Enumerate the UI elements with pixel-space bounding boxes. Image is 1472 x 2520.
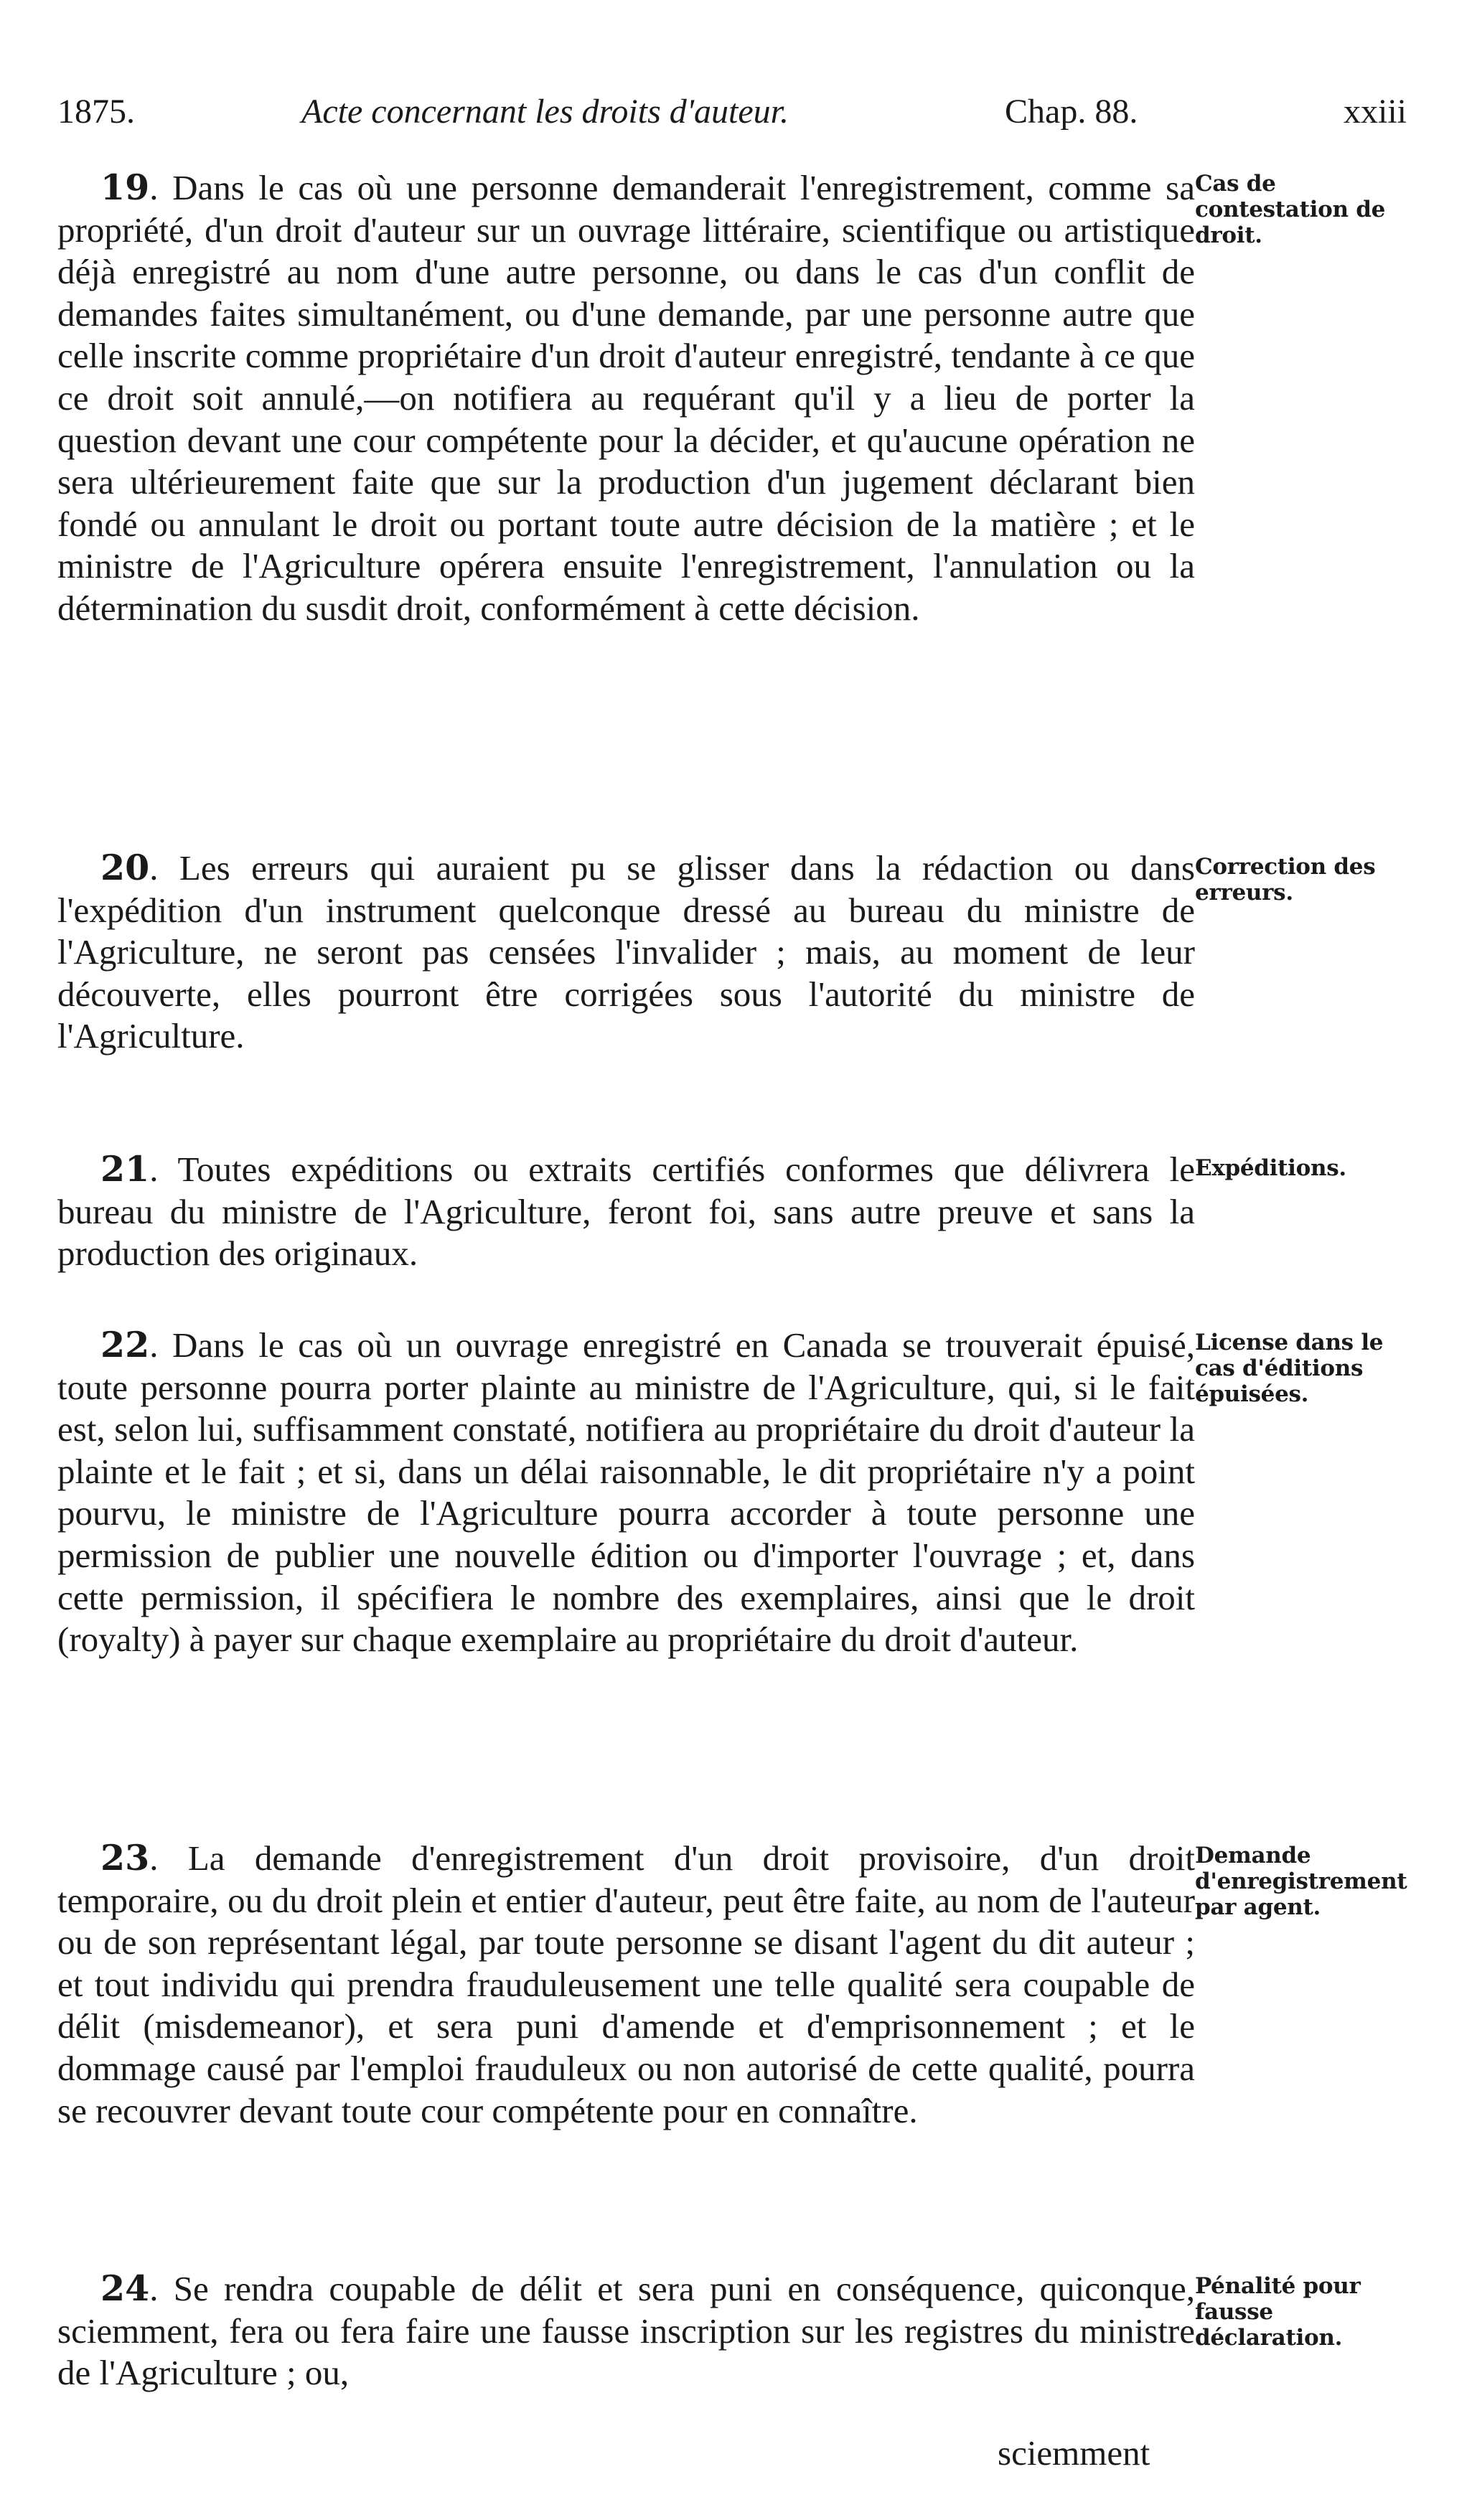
section-text: Dans le cas où une personne demanderait l'enregistrement, comme sa propriété, d'un droit d'auteur sur un ouvrage littéraire, scientifique ou artistique déjà enregistré au nom d'une autre personne, ou dans le cas d'un conflit de demandes faites simultanément, ou d'une demande, par une personne autre que celle inscrite comme propriétaire d'un droit d'auteur enregistré, tendante à ce que ce droit soit annulé,—on notifiera au requérant qu'il y a lieu de porter la question devant une cour compétente pour la décider, et qu'aucune opération ne sera ultérieurement faite que sur la production d'un jugement déclarant bien fondé ou annulant le droit ou portant toute autre décision de la matière ; et le ministre de l'Agriculture opérera ensuite l'enregistrement, l'annulation ou la détermination du susdit droit, conformément à cette décision. [57, 168, 1195, 628]
section-body: 23. La demande d'enregistrement d'un droit provisoire, d'un droit temporaire, ou du droit plein et entier d'auteur, peut être faite, au nom de l'auteur ou de son représentant légal, par toute personne se disant l'agent du dit auteur ; et tout individu qui prendra frauduleusement une telle qualité sera coupable de délit (misdemeanor), et sera puni d'amende et d'emprisonnement ; et le dommage causé par l'emploi frauduleux ou non autorisé de cette qualité, pourra se recouvrer devant toute cour compétente pour en connaître. [57, 1837, 1195, 2130]
section-number: 24 [100, 2267, 150, 2309]
header-year: 1875. [57, 93, 135, 131]
section-body: 19. Dans le cas où une personne demanderait l'enregistrement, comme sa propriété, d'un droit d'auteur sur un ouvrage littéraire, scientifique ou artistique déjà enregistré au nom d'une autre personne, ou dans le cas d'un conflit de demandes faites simultanément, ou d'une demande, par une personne autre que celle inscrite comme propriétaire d'un droit d'auteur enregistré, tendante à ce que ce droit soit annulé,—on notifiera au requérant qu'il y a lieu de porter la question devant une cour compétente pour la décider, et qu'aucune opération ne sera ultérieurement faite que sur la production d'un jugement déclarant bien fondé ou annulant le droit ou portant toute autre décision de la matière ; et le ministre de l'Agriculture opérera ensuite l'enregistrement, l'annulation ou la détermination du susdit droit, conformément à cette décision. [57, 166, 1195, 628]
margin-note: Cas de contestation de droit. [1195, 171, 1385, 248]
section-text: Dans le cas où un ouvrage enregistré en Canada se trouverait épuisé, toute personne pourra porter plainte au ministre de l'Agriculture, qui, si le fait est, selon lui, suffisamment constaté, notifiera au propriétaire du droit d'auteur la plainte et le fait ; et si, dans un délai raisonnable, le dit propriétaire n'y a point pourvu, le ministre de l'Agriculture pourra accorder à toute personne une permission de publier une nouvelle édition ou d'importer l'ouvrage ; et, dans cette permission, il spécifiera le nombre des exemplaires, ainsi que le droit (royalty) à payer sur chaque exemplaire au propriétaire du droit d'auteur. [57, 1325, 1195, 1660]
margin-note: Correction des erreurs. [1195, 854, 1376, 906]
section-number: 22 [100, 1324, 150, 1365]
section-number: 23 [100, 1837, 150, 1879]
section-number: 21 [100, 1148, 150, 1190]
section-text: Toutes expéditions ou extraits certifiés conformes que délivrera le bureau du ministre de l'Agriculture, feront foi, sans autre preuve et sans la production des originaux. [57, 1149, 1195, 1274]
header-chapter: Chap. 88. [1005, 93, 1138, 131]
margin-note: Pénalité pour fausse déclaration. [1195, 2273, 1361, 2351]
section-20 [57, 847, 1376, 1058]
section-body: 22. Dans le cas où un ouvrage enregistré en Canada se trouverait épuisé, toute personne pourra porter plainte au ministre de l'Agriculture, qui, si le fait est, selon lui, suffisamment constaté, notifiera au propriétaire du droit d'auteur la plainte et le fait ; et si, dans un délai raisonnable, le dit propriétaire n'y a point pourvu, le ministre de l'Agriculture pourra accorder à toute personne une permission de publier une nouvelle édition ou d'importer l'ouvrage ; et, dans cette permission, il spécifiera le nombre des exemplaires, ainsi que le droit (royalty) à payer sur chaque exemplaire au propriétaire du droit d'auteur. [57, 1324, 1195, 1660]
catchword: sciemment [998, 2433, 1150, 2473]
section-text: Se rendra coupable de délit et sera puni en conséquence, quiconque, sciemment, fera ou fera faire une fausse inscription sur les registres du ministre de l'Agriculture ; ou, [57, 2269, 1195, 2393]
section-22 [57, 1324, 1384, 1661]
section-body: 20. Les erreurs qui auraient pu se glisser dans la rédaction ou dans l'expédition d'un instrument quelconque dressé au bureau du ministre de l'Agriculture, ne seront pas censées l'invalider ; mais, au moment de leur découverte, elles pourront être corrigées sous l'autorité du ministre de l'Agriculture. [57, 847, 1195, 1056]
section-23 [57, 1837, 1407, 2132]
section-24 [57, 2267, 1361, 2394]
section-19 [57, 166, 1385, 630]
header-page-number: xxiii [1343, 93, 1407, 131]
margin-note: License dans le cas d'éditions épuisées. [1195, 1330, 1384, 1407]
margin-note: Demande d'enregistrement par agent. [1195, 1843, 1407, 1920]
section-body: 24. Se rendra coupable de délit et sera puni en conséquence, quiconque, sciemment, fera ou fera faire une fausse inscription sur les registres du ministre de l'Agriculture ; ou, [57, 2267, 1195, 2393]
running-header [57, 92, 1407, 142]
section-number: 19 [100, 166, 150, 208]
section-text: La demande d'enregistrement d'un droit provisoire, d'un droit temporaire, ou du droit plein et entier d'auteur, peut être faite, au nom de l'auteur ou de son représentant légal, par toute personne se disant l'agent du dit auteur ; et tout individu qui prendra frauduleusement une telle qualité sera coupable de délit (misdemeanor), et sera puni d'amende et d'emprisonnement ; et le dommage causé par l'emploi frauduleux ou non autorisé de cette qualité, pourra se recouvrer devant toute cour compétente pour en connaître. [57, 1838, 1195, 2130]
section-21 [57, 1148, 1346, 1275]
header-title: Acte concernant les droits d'auteur. [301, 93, 789, 131]
section-number: 20 [100, 847, 150, 888]
section-body: 21. Toutes expéditions ou extraits certifiés conformes que délivrera le bureau du ministre de l'Agriculture, feront foi, sans autre preuve et sans la production des originaux. [57, 1148, 1195, 1274]
margin-note: Expéditions. [1195, 1155, 1346, 1181]
section-text: Les erreurs qui auraient pu se glisser dans la rédaction ou dans l'expédition d'un instrument quelconque dressé au bureau du ministre de l'Agriculture, ne seront pas censées l'invalider ; mais, au moment de leur découverte, elles pourront être corrigées sous l'autorité du ministre de l'Agriculture. [57, 848, 1195, 1056]
